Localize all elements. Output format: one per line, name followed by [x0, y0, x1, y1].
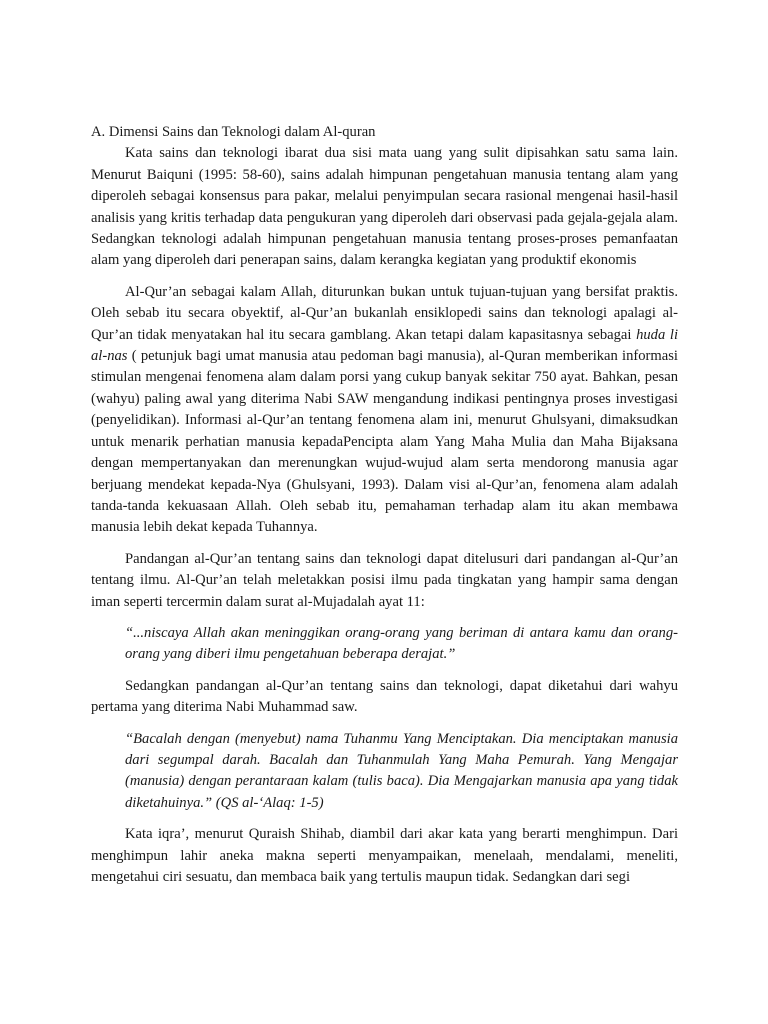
paragraph-kata-iqra: Kata iqra’, menurut Quraish Shihab, diambil dari akar kata yang berarti menghimpun. Dari menghimpun lahir aneka makna seperti menyampaikan, menelaah, mendalami, meneliti, mengetahui ciri sesuatu, dan membaca baik yang tertulis maupun tidak. Sedangkan dari segi	[91, 826, 678, 885]
paragraph-text-before: Al-Qur’an sebagai kalam Allah, diturunkan bukan untuk tujuan-tujuan yang bersifat praktis. Oleh sebab itu secara obyektif, al-Qur’an bukanlah ensiklopedi sains dan teknologi apalagi al-Qur’an tidak menyatakan hal itu secara gamblang. Akan tetapi dalam kapasitasnya sebagai	[91, 283, 678, 343]
paragraph-quran-kalam	[91, 282, 678, 539]
quote-al-alaq: “Bacalah dengan (menyebut) nama Tuhanmu Yang Menciptakan. Dia menciptakan manusia dari segumpal darah. Bacalah dan Tuhanmulah Yang Maha Pemurah. Yang Mengajar (manusia) dengan perantaraan kalam (tulis baca). Dia Mengajarkan manusia apa yang tidak diketahuinya.” (QS al-‘Alaq: 1-5)	[125, 730, 678, 811]
quote-al-mujadalah: “...niscaya Allah akan meninggikan orang-orang yang beriman di antara kamu dan orang-orang yang diberi ilmu pengetahuan beberapa derajat.”	[125, 624, 678, 663]
italic-term-huda-li-al-nas: huda li al-nas	[91, 326, 678, 365]
paragraph-pandangan-ilmu: Pandangan al-Qur’an tentang sains dan teknologi dapat ditelusuri dari pandangan al-Qur’an tentang ilmu. Al-Qur’an telah meletakkan posisi ilmu pada tingkatan yang hampir sama dengan iman seperti tercermin dalam surat al-Mujadalah ayat 11:	[91, 550, 678, 610]
document-page	[91, 122, 678, 888]
paragraph-wahyu-pertama: Sedangkan pandangan al-Qur’an tentang sains dan teknologi, dapat diketahui dari wahyu pertama yang diterima Nabi Muhammad saw.	[91, 677, 678, 716]
paragraph-sains-definition: Kata sains dan teknologi ibarat dua sisi mata uang yang sulit dipisahkan satu sama lain. Menurut Baiquni (1995: 58-60), sains adalah himpunan pengetahuan manusia tentang alam yang diperoleh sebagai konsensus para pakar, melalui penyimpulan secara rasional mengenai hasil-hasil analisis yang kritis terhadap data pengukuran yang diperoleh dari observasi pada gejala-gejala alam. Sedangkan teknologi adalah himpunan pengetahuan manusia tentang proses-proses pemanfaatan alam yang diperoleh dari penerapan sains, dalam kerangka kegiatan yang produktif ekonomis	[91, 145, 678, 269]
paragraph-text-after: ( petunjuk bagi umat manusia atau pedoman bagi manusia), al-Quran memberikan informasi stimulan mengenai fenomena alam dalam porsi yang cukup banyak sekitar 750 ayat. Bahkan, pesan (wahyu) paling awal yang diterima Nabi SAW mengandung indikasi pentingnya proses investigasi (penyelidikan). Informasi al-Qur’an tentang fenomena alam ini, menurut Ghulsyani, dimaksudkan untuk menarik perhatian manusia kepadaPencipta alam Yang Maha Mulia dan Maha Bijaksana dengan mempertanyakan dan merenungkan wujud-wujud alam serta mendorong manusia agar berjuang mendekat kepada-Nya (Ghulsyani, 1993). Dalam visi al-Qur’an, fenomena alam adalah tanda-tanda kekuasaan Allah. Oleh sebab itu, pemahaman terhadap alam itu akan membawa manusia lebih dekat kepada Tuhannya.	[91, 348, 678, 536]
section-heading: A. Dimensi Sains dan Teknologi dalam Al-quran	[91, 124, 376, 140]
